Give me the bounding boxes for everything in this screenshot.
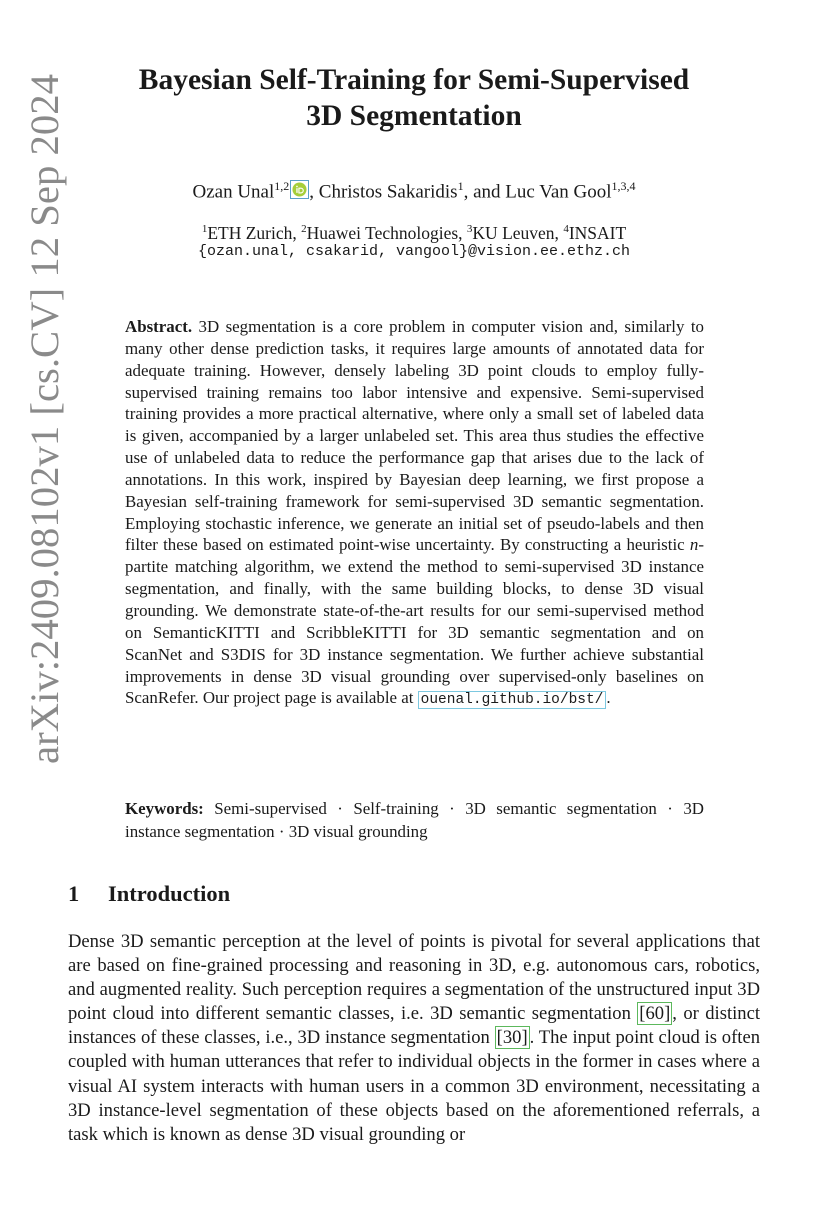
affil-sup: 4 (563, 223, 569, 235)
title-line-2: 3D Segmentation (306, 100, 522, 132)
keywords (125, 797, 704, 843)
abstract-text: 3D segmentation is a core problem in computer vision and, similarly to many other dense prediction tasks, it requires large amounts of annotated data for adequate training. However, densely labeling 3D point clouds to employ fully-supervised training remains too labor intensive and expensive. Semi-supervised training provides a more practical alternative, where only a small set of labeled data is given, accompanied by a larger unlabeled set. This area thus studies the effective use of unlabeled data to reduce the performance gap that arises due to the lack of annotations. In this work, inspired by Bayesian deep learning, we first propose a Bayesian self-training framework for semi-supervised 3D semantic segmentation. Employing stochastic inference, we generate an initial set of pseudo-labels and then filter these based on estimated point-wise uncertainty. By constructing a heuristic (125, 317, 704, 555)
section-title: Introduction (108, 881, 231, 906)
introduction-paragraph (68, 930, 760, 1147)
abstract-text: -partite matching algorithm, we extend the method to semi-supervised 3D instance segmentation, and finally, with the same building blocks, to dense 3D visual grounding. We demonstrate state-of-the-art results for our semi-supervised method on SemanticKITTI and ScribbleKITTI for 3D semantic segmentation and on ScanNet and S3DIS for 3D instance segmentation. We further achieve substantial improvements in dense 3D visual grounding over supervised-only baselines on ScanRefer. Our project page is available at (125, 535, 704, 708)
affil-name: Huawei Technologies, (306, 222, 467, 243)
affil-sup: 2 (301, 223, 307, 235)
citation-link[interactable]: [60] (639, 1003, 671, 1025)
citation-link[interactable]: [30] (496, 1027, 528, 1049)
author-name: Christos Sakaridis (318, 181, 458, 203)
keywords-label: Keywords: (125, 799, 204, 818)
intro-text: , or distinct instances of these classes, i.e., 3D instance segmentation (68, 1003, 760, 1049)
author-name: Luc Van Gool (505, 181, 612, 203)
intro-text: Dense 3D semantic perception at the level of points is pivotal for several applications that are based on fine-grained processing and reasoning in 3D, e.g. autonomous cars, robotics, and augmented reality. Such perception requires a segmentation of the unstructured input 3D point cloud into different semantic classes, i.e. 3D semantic segmentation (68, 931, 760, 1025)
author-list: Ozan Unal$^{1,2}$ , Christos Sakaridis$^1$, and Luc Van Gool$^{1,3,4}$ (192, 179, 636, 203)
abstract-label: Abstract. (125, 317, 193, 336)
abstract (125, 316, 704, 712)
abstract-end: . (606, 688, 611, 708)
affil-name: INSAIT (568, 222, 627, 243)
author-affil-sup: 1,3,4 (611, 179, 636, 193)
arxiv-stamp (18, 70, 70, 770)
project-page-link[interactable]: ouenal.github.io/bst/ (418, 691, 607, 709)
paper-title (100, 62, 728, 134)
math-variable-n: n (689, 535, 699, 555)
arxiv-stamp-text: arXiv:2409.08102v1 [cs.CV] 12 Sep 2024 (22, 86, 67, 764)
author-name: Ozan Unal (192, 181, 275, 203)
affil-name: ETH Zurich, (207, 222, 302, 243)
title-line-1: Bayesian Self-Training for Semi-Supervised (138, 64, 690, 96)
author-affil-sup: 1,2 (274, 179, 290, 193)
author-separator: , and (463, 181, 506, 203)
author-affil-sup: 1 (457, 179, 464, 193)
affil-sup: 3 (466, 223, 473, 235)
affil-name: KU Leuven, (472, 222, 564, 243)
affil-sup: 1 (201, 223, 208, 235)
intro-text: . The input point cloud is often coupled with human utterances that refer to individual objects in the former in cases where a visual AI system interacts with human users in a common 3D environment, necessitating a 3D instance-level segmentation of these objects based on the aforementioned referrals, a task which is known as dense 3D visual grounding or (68, 1027, 760, 1145)
author-emails: {ozan.unal, csakarid, vangool}@vision.ee.ethz.ch (197, 243, 631, 260)
keywords-text: Semi-supervised · Self-training · 3D semantic segmentation · 3D instance segmentation · 3D visual grounding (125, 799, 704, 841)
section-number: 1 (68, 881, 80, 906)
orcid-icon[interactable] (290, 180, 309, 199)
section-heading-introduction (68, 880, 230, 908)
